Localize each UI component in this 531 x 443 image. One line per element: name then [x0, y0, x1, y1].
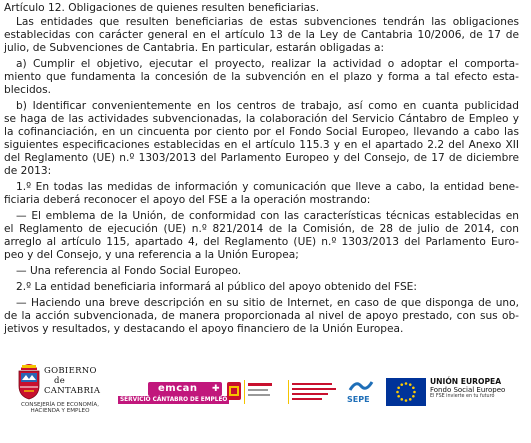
- eu-star-icon: [397, 386, 400, 389]
- text-line: de 2013:: [4, 165, 52, 177]
- eu-star-icon: [396, 391, 399, 394]
- emcan-caption: SERVICIO CÁNTABRO DE EMPLEO: [120, 397, 228, 403]
- gobierno-line3: CANTABRIA: [44, 386, 101, 396]
- spain-shield-icon: [226, 380, 242, 404]
- text-line: — El emblema de la Unión, de conformidad con las características técnicas establecidas en: [16, 210, 519, 222]
- ue-line3: El FSE invierte en tu futuro: [430, 394, 495, 399]
- ue-line2: Fondo Social Europeo: [430, 386, 506, 394]
- text-line: establecidas con carácter general en el artículo 13 de la Ley de Cantabria 10/2006, de 17 de: [4, 29, 519, 41]
- emcan-wordmark: emcan: [158, 383, 198, 394]
- eu-star-icon: [412, 395, 415, 398]
- gobierno-espana-logo: [226, 378, 346, 408]
- gobierno-line1: GOBIERNO: [44, 366, 97, 376]
- gobierno-sub2: HACIENDA Y EMPLEO: [30, 408, 90, 414]
- text-line: la cofinanciación, en un cincuenta por ciento por el Fondo Social Europeo, llevando a cabo las: [4, 126, 519, 138]
- gobierno-sub1: CONSEJERÍA DE ECONOMÍA,: [20, 402, 100, 408]
- eu-star-icon: [405, 382, 408, 385]
- eu-star-icon: [400, 398, 403, 401]
- text-line: se haga de las actividades subvencionadas, la colaboración del Servicio Cántabro de Empleo y: [4, 113, 519, 125]
- text-line: arreglo al artículo 115, apartado 4, del Reglamento (UE) n.º 1303/2013 del Parlamento Euro-: [4, 236, 519, 248]
- emcan-plus-icon: ✚: [212, 384, 220, 394]
- logo-bar: [0, 356, 531, 443]
- text-line: julio, de Subvenciones de Cantabria. En particular, estarán obligadas a:: [4, 42, 385, 54]
- eu-flag-icon: [386, 378, 426, 406]
- text-line: 1.º En todas las medidas de información y comunicación que lleve a cabo, la entidad bene-: [16, 181, 519, 193]
- eu-star-icon: [413, 391, 416, 394]
- text-line: — Una referencia al Fondo Social Europeo.: [16, 265, 242, 277]
- text-line: del Reglamento (UE) n.º 1303/2013 del Parlamento Europeo y del Consejo, de 17 de diciembre: [4, 152, 519, 164]
- text-line: miento que fundamenta la concesión de la subvención en el plazo y forma a tal efecto esta-: [4, 71, 519, 83]
- eu-star-icon: [409, 398, 412, 401]
- text-line: de la acción subvencionada, de manera proporcionada al nivel de apoyo prestado, con sus ob-: [4, 310, 519, 322]
- eu-star-icon: [400, 383, 403, 386]
- eu-star-icon: [412, 386, 415, 389]
- ue-line1: UNIÓN EUROPEA: [430, 377, 502, 386]
- text-line: jetivos y resultados, y destacando el apoyo financiero de la Unión Europea.: [4, 323, 404, 335]
- emcan-logo: [118, 382, 226, 414]
- text-line: siguientes especificaciones establecidas en el artículo 115.3 y en el apartado 2.2 del Anexo XII: [4, 139, 519, 151]
- eu-star-icon: [405, 399, 408, 402]
- text-line: blecidos.: [4, 84, 52, 96]
- text-line: el Reglamento de ejecución (UE) n.º 821/2014 de la Comisión, de 28 de julio de 2014, con: [4, 223, 519, 235]
- text-line: a) Cumplir el objetivo, ejecutar el proyecto, realizar la actividad o adoptar el comporta-: [16, 58, 519, 70]
- gobierno-cantabria-logo: [14, 360, 124, 440]
- text-line: peo y del Consejo, y una referencia a la Unión Europea;: [4, 249, 299, 261]
- sepe-logo: [344, 378, 378, 408]
- cantabria-coat-of-arms-icon: [16, 360, 42, 400]
- text-line: — Haciendo una breve descripción en su sitio de Internet, en caso de que disponga de uno,: [16, 297, 519, 309]
- text-line: Las entidades que resulten beneficiarias de estas subvenciones tendrán las obligaciones: [16, 16, 519, 28]
- text-line: 2.º La entidad beneficiaria informará al público del apoyo obtenido del FSE:: [16, 281, 417, 293]
- union-europea-logo: [386, 376, 526, 410]
- text-line: ficiaria deberá reconocer el apoyo del FSE a la operación mostrando:: [4, 194, 371, 206]
- text-line: b) Identificar convenientemente en los centros de trabajo, así como en cuanta publicidad: [16, 100, 519, 112]
- sepe-wordmark: SEPE: [347, 395, 370, 404]
- eu-star-icon: [397, 395, 400, 398]
- sepe-symbol-icon: [348, 378, 374, 394]
- eu-star-icon: [409, 383, 412, 386]
- article-title: Artículo 12. Obligaciones de quienes resulten beneficiarias.: [4, 2, 320, 14]
- gobierno-line2: de: [54, 376, 66, 386]
